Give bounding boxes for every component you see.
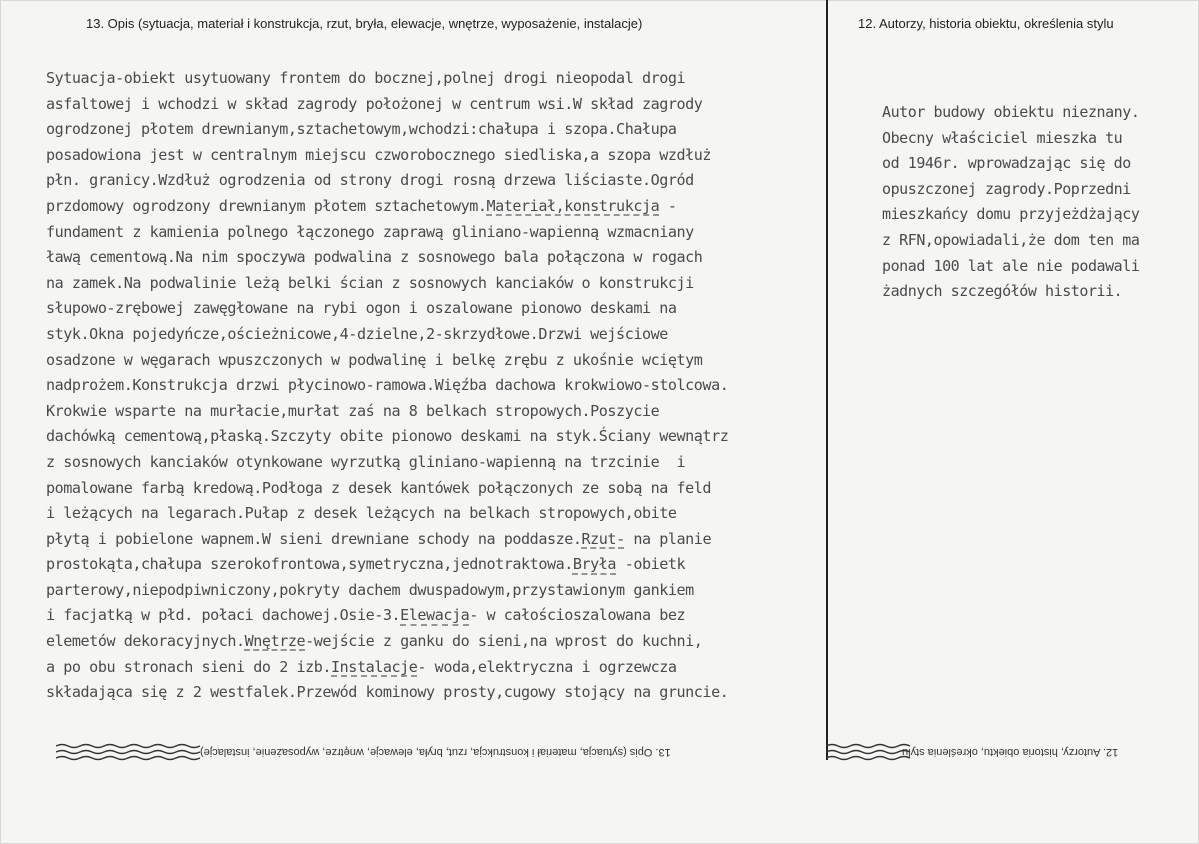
authors-line: z RFN,opowiadali,że dom ten ma [882,230,1140,249]
description-segment: na zamek.Na podwalinie leżą belki ścian z sosnowych kanciaków o konstrukcji [46,273,694,292]
description-segment: płn. granicy.Wzdłuż ogrodzenia od strony drogi rosną drzewa liściaste.Ogród [46,171,694,190]
section-13-header: 13. Opis (sytuacja, materiał i konstrukcja, rzut, bryła, elewacje, wnętrze, wyposażenie, instalacje) [86,16,643,31]
authors-line: Autor budowy obiektu nieznany. [882,103,1140,121]
description-segment: asfaltowej i wchodzi w skład zagrody położonej w centrum wsi.W skład zagrody [46,94,703,113]
description-line [46,450,846,476]
description-segment: styk.Okna pojedyńcze,ościeżnicowe,4-dzielne,2-skrzydłowe.Drzwi wejściowe [46,324,668,343]
description-text [46,66,846,706]
section-heading: Elewacja [400,606,470,625]
description-segment: osadzone w węgarach wpuszczonych w podwalinę i belkę zrębu z ukośnie wciętym [46,350,703,369]
description-segment: Krokwie wsparte na murłacie,murłat zaś na 8 belkach stropowych.Poszycie [46,401,660,420]
description-line [46,578,846,604]
description-line [46,245,846,271]
description-segment: ławą cementową.Na nim spoczywa podwalina z sosnowego bala połączona w rogach [46,248,703,267]
section-12-header: 12. Autorzy, historia obiektu, określenia stylu [858,16,1114,31]
description-line [46,194,846,220]
authors-line: od 1946r. wprowadzając się do [882,154,1131,173]
description-line [46,527,846,553]
description-segment: i leżących na legarach.Pułap z desek leżących na belkach stropowych,obite [46,504,677,523]
description-line [46,220,846,246]
description-segment: płytą i pobielone wapnem.W sieni drewniane schody na poddasze. [46,529,582,548]
section-heading: Materiał,konstrukcja [486,196,660,215]
authors-line: mieszkańcy domu przyjeżdżający [882,205,1140,224]
description-segment: - w całościoszalowana bez [469,606,686,625]
description-line [46,143,846,169]
description-line [46,117,846,143]
description-segment: - [659,196,677,215]
description-segment: z sosnowych kanciaków otynkowane wyrzutką gliniano-wapienną na trzcinie i [46,452,686,471]
section-heading: Instalacje [331,657,418,676]
description-line [46,92,846,118]
description-segment: -obietk [616,555,686,574]
description-segment: Sytuacja-obiekt usytuowany frontem do bocznej,polnej drogi nieopodal drogi [46,69,686,87]
description-line [46,629,846,655]
description-line [46,399,846,425]
description-segment: przdomowy ogrodzony drewnianym płotem sztachetowym. [46,196,487,215]
description-segment: elemetów dekoracyjnych. [46,632,245,651]
description-segment: fundament z kamienia polnego łączonego zaprawą gliniano-wapienną wzmacniany [46,222,694,241]
authors-line: Obecny właściciel mieszka tu [882,128,1123,147]
description-segment: nadprożem.Konstrukcja drzwi płycinowo-ramowa.Więźba dachowa krokwiowo-stolcowa. [46,376,729,395]
description-segment: słupowo-zrębowej zawęgłowane na rybi ogon i oszalowane pionowo deskami na [46,299,677,318]
description-segment: prostokąta,chałupa szerokofrontowa,symetryczna,jednotraktowa. [46,555,573,574]
description-line [46,655,846,681]
description-line [46,552,846,578]
description-line [46,476,846,502]
description-segment: i facjatką w płd. połaci dachowej.Osie-3. [46,606,401,625]
description-segment: ogrodzonej płotem drewnianym,sztachetowym,wchodzi:chałupa i szopa.Chałupa [46,120,677,139]
authors-line: opuszczonej zagrody.Poprzedni [882,179,1131,198]
description-segment: posadowiona jest w centralnym miejscu czworobocznego siedliska,a szopa wzdłuż [46,145,712,164]
description-line [46,348,846,374]
authors-line: ponad 100 lat ale nie podawali [882,256,1140,275]
section-heading: Wnętrze [244,632,306,651]
description-line [46,680,846,706]
authors-line: żadnych szczegółów historii. [882,282,1123,301]
mirrored-header-left: 13. Opis (sytuacja, materiał i konstrukcja, rzut, bryła, elewacje, wnętrze, wyposażenie, instalacje) [200,746,671,758]
description-segment: parterowy,niepodpiwniczony,pokryty dachem dwuspadowym,przystawionym gankiem [46,580,694,599]
description-line [46,603,846,629]
description-line [46,296,846,322]
description-line [46,322,846,348]
description-line [46,373,846,399]
description-segment: a po obu stronach sieni do 2 izb. [46,657,332,676]
description-line [46,66,846,92]
description-segment: dachówką cementową,płaską.Szczyty obite pionowo deskami na styk.Ściany wewnątrz [46,427,729,446]
description-line [46,271,846,297]
description-segment: pomalowane farbą kredową.Podłoga z desek kantówek połączonych ze sobą na feld [46,478,712,497]
description-line [46,168,846,194]
section-heading: Rzut- [581,529,625,548]
mirrored-header-right: 12. Autorzy, historia obiektu, określenia stylu [902,746,1119,758]
description-segment: na planie [624,529,712,548]
description-line [46,501,846,527]
description-line [46,424,846,450]
authors-history-text [882,100,1182,305]
footer-band [0,742,1199,764]
description-segment: -wejście z ganku do sieni,na wprost do kuchni, [305,632,703,651]
description-segment: składająca się z 2 westfalek.Przewód kominowy prosty,cugowy stojący na gruncie. [46,683,729,702]
description-segment: - woda,elektryczna i ogrzewcza [417,657,677,676]
section-heading: Bryła [572,555,617,574]
